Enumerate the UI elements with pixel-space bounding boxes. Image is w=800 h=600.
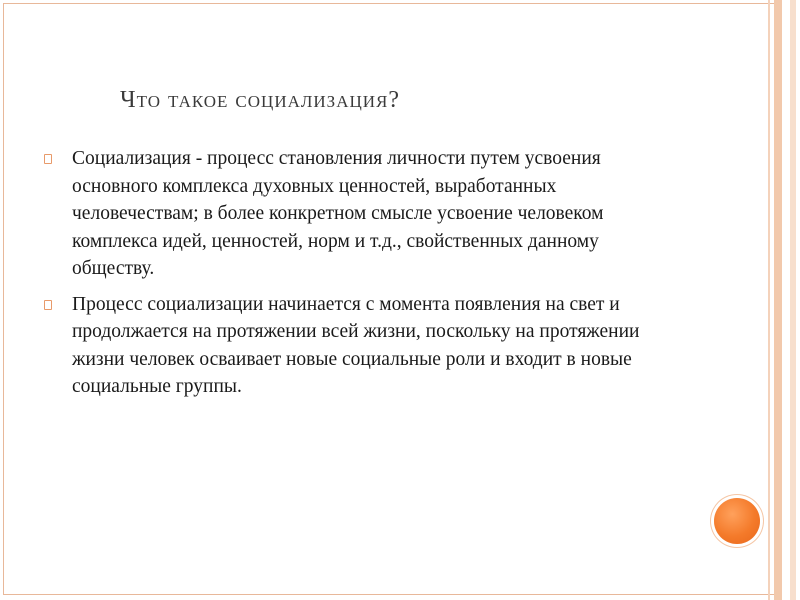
bullet-text-1: Социализация - процесс становления личности путем усвоения основного комплекса духовных ценностей, выработанных человечествам; в более конкретном смысле усвоение человеком комплекса идей, ценностей, норм и т.д., свойственных данному обществу. — [72, 148, 604, 279]
orange-circle-icon — [714, 498, 760, 544]
slide-title: Что такое социализация? — [120, 87, 401, 113]
right-decor-band — [774, 0, 782, 600]
bullet-item-2 — [44, 291, 684, 401]
right-edge-band — [790, 0, 796, 600]
bullet-text-2: Процесс социализации начинается с момента появления на свет и продолжается на протяжении всей жизни, поскольку на протяжении жизни человек осваивает новые социальные роли и входит в новые социальные группы. — [72, 293, 640, 397]
bullet-list — [44, 145, 684, 409]
bullet-item-1 — [44, 145, 684, 283]
right-decor-line — [768, 0, 770, 600]
bullet-square-icon — [44, 154, 52, 164]
bullet-square-icon — [44, 300, 52, 310]
